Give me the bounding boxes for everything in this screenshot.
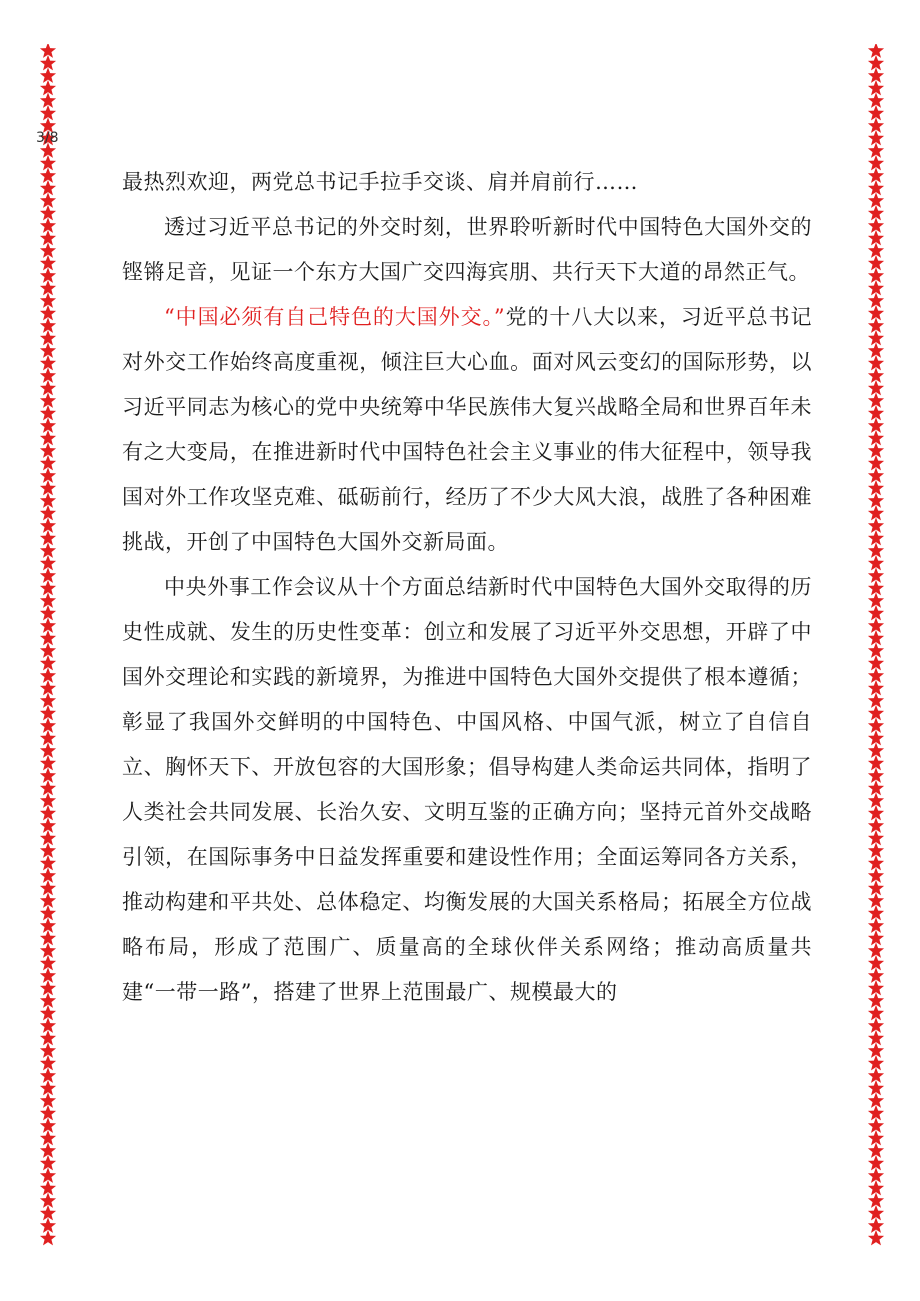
paragraph-3-text: 党的十八大以来，习近平总书记对外交工作始终高度重视，倾注巨大心血。面对风云变幻的国际形势，以习近平同志为核心的党中央统筹中华民族伟大复兴战略全局和世界百年未有之大变局，在推进新时代中国特色社会主义事业的伟大征程中，领导我国对外工作攻坚克难、砥砺前行，经历了不少大风大浪，战胜了各种困难挑战，开创了中国特色大国外交新局面。 bbox=[122, 305, 812, 554]
page-number: 3/8 bbox=[36, 130, 59, 146]
left-star-border bbox=[36, 44, 60, 1254]
paragraph-2 bbox=[122, 205, 812, 295]
left-star-column bbox=[36, 44, 60, 1254]
right-star-border bbox=[864, 44, 888, 1254]
star-icon bbox=[868, 1230, 884, 1245]
paragraph-3 bbox=[122, 295, 812, 565]
paragraph-4-text: 中央外事工作会议从十个方面总结新时代中国特色大国外交取得的历史性成就、发生的历史性变革：创立和发展了习近平外交思想，开辟了中国外交理论和实践的新境界，为推进中国特色大国外交提供了根本遵循；彰显了我国外交鲜明的中国特色、中国风格、中国气派，树立了自信自立、胸怀天下、开放包容的大国形象；倡导构建人类命运共同体，指明了人类社会共同发展、长治久安、文明互鉴的正确方向；坚持元首外交战略引领，在国际事务中日益发挥重要和建设性作用；全面运筹同各方关系，推动构建和平共处、总体稳定、均衡发展的大国关系格局；拓展全方位战略布局，形成了范围广、质量高的全球伙伴关系网络；推动高质量共建“一带一路”，搭建了世界上范围最广、规模最大的 bbox=[122, 575, 812, 1004]
paragraph-4 bbox=[122, 565, 812, 1015]
star-icon bbox=[40, 1230, 56, 1245]
quote-highlight: “中国必须有自己特色的大国外交。” bbox=[164, 305, 506, 329]
paragraph-1-text: 最热烈欢迎，两党总书记手拉手交谈、肩并肩前行…… bbox=[122, 170, 638, 194]
paragraph-2-text: 透过习近平总书记的外交时刻，世界聆听新时代中国特色大国外交的铿锵足音，见证一个东方大国广交四海宾朋、共行天下大道的昂然正气。 bbox=[122, 215, 812, 284]
paragraph-1 bbox=[122, 160, 812, 205]
right-star-column bbox=[864, 44, 888, 1254]
body-text bbox=[122, 160, 812, 1015]
